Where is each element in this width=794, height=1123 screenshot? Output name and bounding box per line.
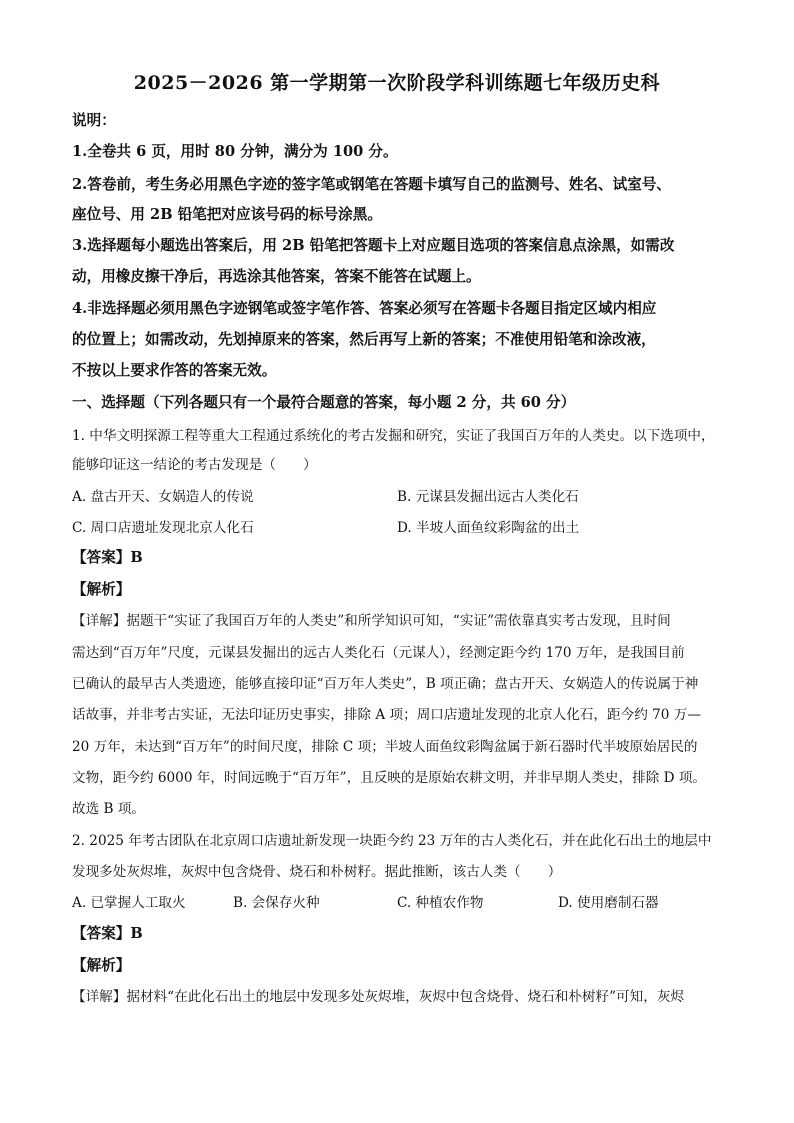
- q2-answer: 【答案】B: [72, 925, 143, 942]
- q2-analysis-label: 【解析】: [72, 957, 131, 974]
- instruction-line-1: 1.全卷共 6 页，用时 80 分钟，满分为 100 分。: [72, 143, 398, 160]
- page-title: 2025－2026 第一学期第一次阶段学科训练题七年级历史科: [133, 72, 661, 94]
- instructions-heading: 说明：: [72, 112, 116, 129]
- q2-detail-line-1: 【详解】据材料“在此化石出土的地层中发现多处灰烬堆，灰烬中包含烧骨、烧石和朴树籽”可知，灰烬: [72, 989, 685, 1005]
- q1-detail-line-5: 20 万年，未达到“百万年”的时间尺度，排除 C 项；半坡人面鱼纹彩陶盆属于新石器时代半坡原始居民的: [72, 739, 698, 755]
- instruction-line-5: 动，用橡皮擦干净后，再选涂其他答案，答案不能答在试题上。: [72, 268, 481, 285]
- q2-option-a: A. 已掌握人工取火: [72, 895, 186, 911]
- q2-option-c: C. 种植农作物: [397, 895, 484, 911]
- q1-detail-line-3: 已确认的最早古人类遗迹，能够直接印证“百万年人类史”，B 项正确；盘古开天、女娲造人的传说属于神: [72, 676, 699, 692]
- q1-option-d: D. 半坡人面鱼纹彩陶盆的出土: [397, 520, 580, 536]
- q1-stem-line-1: 1. 中华文明探源工程等重大工程通过系统化的考古发掘和研究，实证了我国百万年的人类史。以下选项中，: [72, 428, 715, 444]
- q1-option-a: A. 盘古开天、女娲造人的传说: [72, 489, 254, 505]
- instruction-line-2: 2.答卷前，考生务必用黑色字迹的签字笔或钢笔在答题卡填写自己的监测号、姓名、试室号、: [72, 176, 671, 193]
- instruction-line-8: 不按以上要求作答的答案无效。: [72, 362, 277, 379]
- q1-answer: 【答案】B: [72, 549, 143, 566]
- q1-detail-line-2: 需达到“百万年”尺度，元谋县发掘出的远古人类化石（元谋人），经测定距今约 170 万年，是我国目前: [72, 645, 685, 661]
- instruction-line-6: 4.非选择题必须用黑色字迹钢笔或签字笔作答、答案必须写在答题卡各题目指定区域内相应: [72, 300, 657, 317]
- q2-stem-line-1: 2. 2025 年考古团队在北京周口店遗址新发现一块距今约 23 万年的古人类化石，并在此化石出土的地层中: [72, 833, 712, 849]
- q1-detail-line-4: 话故事，并非考古实证，无法印证历史事实，排除 A 项；周口店遗址发现的北京人化石，距今约 70 万—: [72, 707, 701, 723]
- instruction-line-7: 的位置上；如需改动，先划掉原来的答案，然后再写上新的答案；不准使用铅笔和涂改液，: [72, 331, 656, 348]
- section-heading: 一、选择题（下列各题只有一个最符合题意的答案，每小题 2 分，共 60 分）: [72, 394, 576, 411]
- q1-detail-line-7: 故选 B 项。: [72, 801, 146, 817]
- q1-analysis-label: 【解析】: [72, 581, 131, 598]
- instruction-line-3: 座位号、用 2B 铅笔把对应该号码的标号涂黑。: [72, 206, 382, 223]
- q1-stem-line-2: 能够印证这一结论的考古发现是（ ）: [72, 457, 317, 473]
- q2-stem-line-2: 发现多处灰烬堆，灰烬中包含烧骨、烧石和朴树籽。据此推断，该古人类（ ）: [72, 864, 562, 880]
- q2-option-b: B. 会保存火种: [233, 895, 320, 911]
- instruction-line-4: 3.选择题每小题选出答案后，用 2B 铅笔把答题卡上对应题目选项的答案信息点涂黑，如需改: [72, 237, 675, 254]
- q1-detail-line-1: 【详解】据题干“实证了我国百万年的人类史”和所学知识可知，“实证”需依靠真实考古发现，且时间: [72, 613, 671, 629]
- q2-option-d: D. 使用磨制石器: [558, 895, 659, 911]
- q1-detail-line-6: 文物，距今约 6000 年，时间远晚于“百万年”，且反映的是原始农耕文明，并非早期人类史，排除 D 项。: [72, 770, 707, 786]
- q1-option-c: C. 周口店遗址发现北京人化石: [72, 520, 254, 536]
- q1-option-b: B. 元谋县发掘出远古人类化石: [397, 489, 579, 505]
